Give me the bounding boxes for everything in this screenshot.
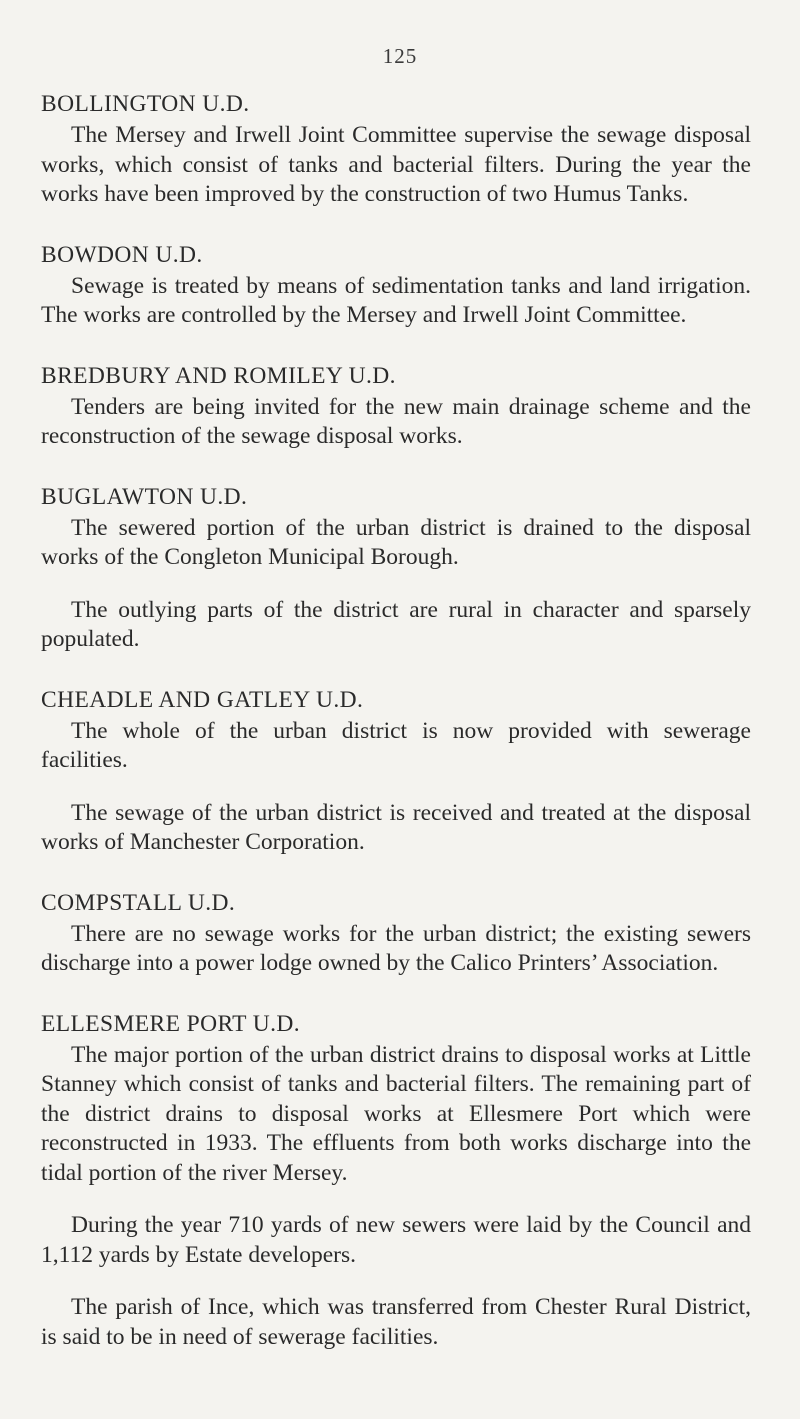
section-paragraph: The outlying parts of the district are rural in character and sparsely populated. bbox=[41, 596, 751, 652]
section-bollington bbox=[41, 88, 751, 210]
section-paragraph: The sewage of the urban district is received and treated at the disposal works of Manchester Corporation. bbox=[41, 799, 751, 855]
section-heading: BUGLAWTON U.D. bbox=[41, 483, 248, 510]
section-paragraph: The sewered portion of the urban district is drained to the disposal works of the Congleton Municipal Borough. bbox=[41, 514, 751, 570]
section-ellesmere-port bbox=[41, 1008, 751, 1353]
section-paragraph: Tenders are being invited for the new main drainage scheme and the reconstruction of the sewage disposal works. bbox=[41, 393, 751, 449]
section-buglawton bbox=[41, 481, 751, 655]
section-bredbury-romiley bbox=[41, 360, 751, 452]
section-heading: CHEADLE AND GATLEY U.D. bbox=[41, 686, 364, 713]
section-paragraph: The parish of Ince, which was transferred from Chester Rural District, is said to be in need of sewerage facilities. bbox=[41, 1294, 751, 1350]
section-paragraph: The major portion of the urban district drains to disposal works at Little Stanney which consist of tanks and bacterial filters. The remaining part of the district drains to disposal works at Ellesmere Port which were reconstructed in 1933. The effluents from both works discharge into the tidal portion of the river Mersey. bbox=[41, 1041, 751, 1186]
section-heading: BOWDON U.D. bbox=[41, 241, 203, 268]
section-compstall bbox=[41, 887, 751, 979]
section-heading: BOLLINGTON U.D. bbox=[41, 91, 250, 117]
section-paragraph: The Mersey and Irwell Joint Committee supervise the sewage disposal works, which consist of tanks and bacterial filters. During the year the works have been improved by the construction of two Humus Tanks. bbox=[41, 122, 751, 207]
section-cheadle-gatley bbox=[41, 684, 751, 858]
section-heading: ELLESMERE PORT U.D. bbox=[41, 1010, 301, 1037]
section-bowdon bbox=[41, 239, 751, 331]
page-content bbox=[41, 88, 751, 1381]
section-heading: COMPSTALL U.D. bbox=[41, 889, 236, 916]
section-paragraph: The whole of the urban district is now provided with sewerage facilities. bbox=[41, 717, 751, 773]
section-paragraph: Sewage is treated by means of sedimentation tanks and land irrigation. The works are controlled by the Mersey and Irwell Joint Committee. bbox=[41, 272, 751, 328]
section-heading: BREDBURY AND ROMILEY U.D. bbox=[41, 362, 396, 389]
section-paragraph: During the year 710 yards of new sewers were laid by the Council and 1,112 yards by Estate developers. bbox=[41, 1212, 751, 1268]
page-number: 125 bbox=[382, 44, 418, 68]
section-paragraph: There are no sewage works for the urban district; the existing sewers discharge into a power lodge owned by the Calico Printers’ Association. bbox=[41, 920, 751, 976]
